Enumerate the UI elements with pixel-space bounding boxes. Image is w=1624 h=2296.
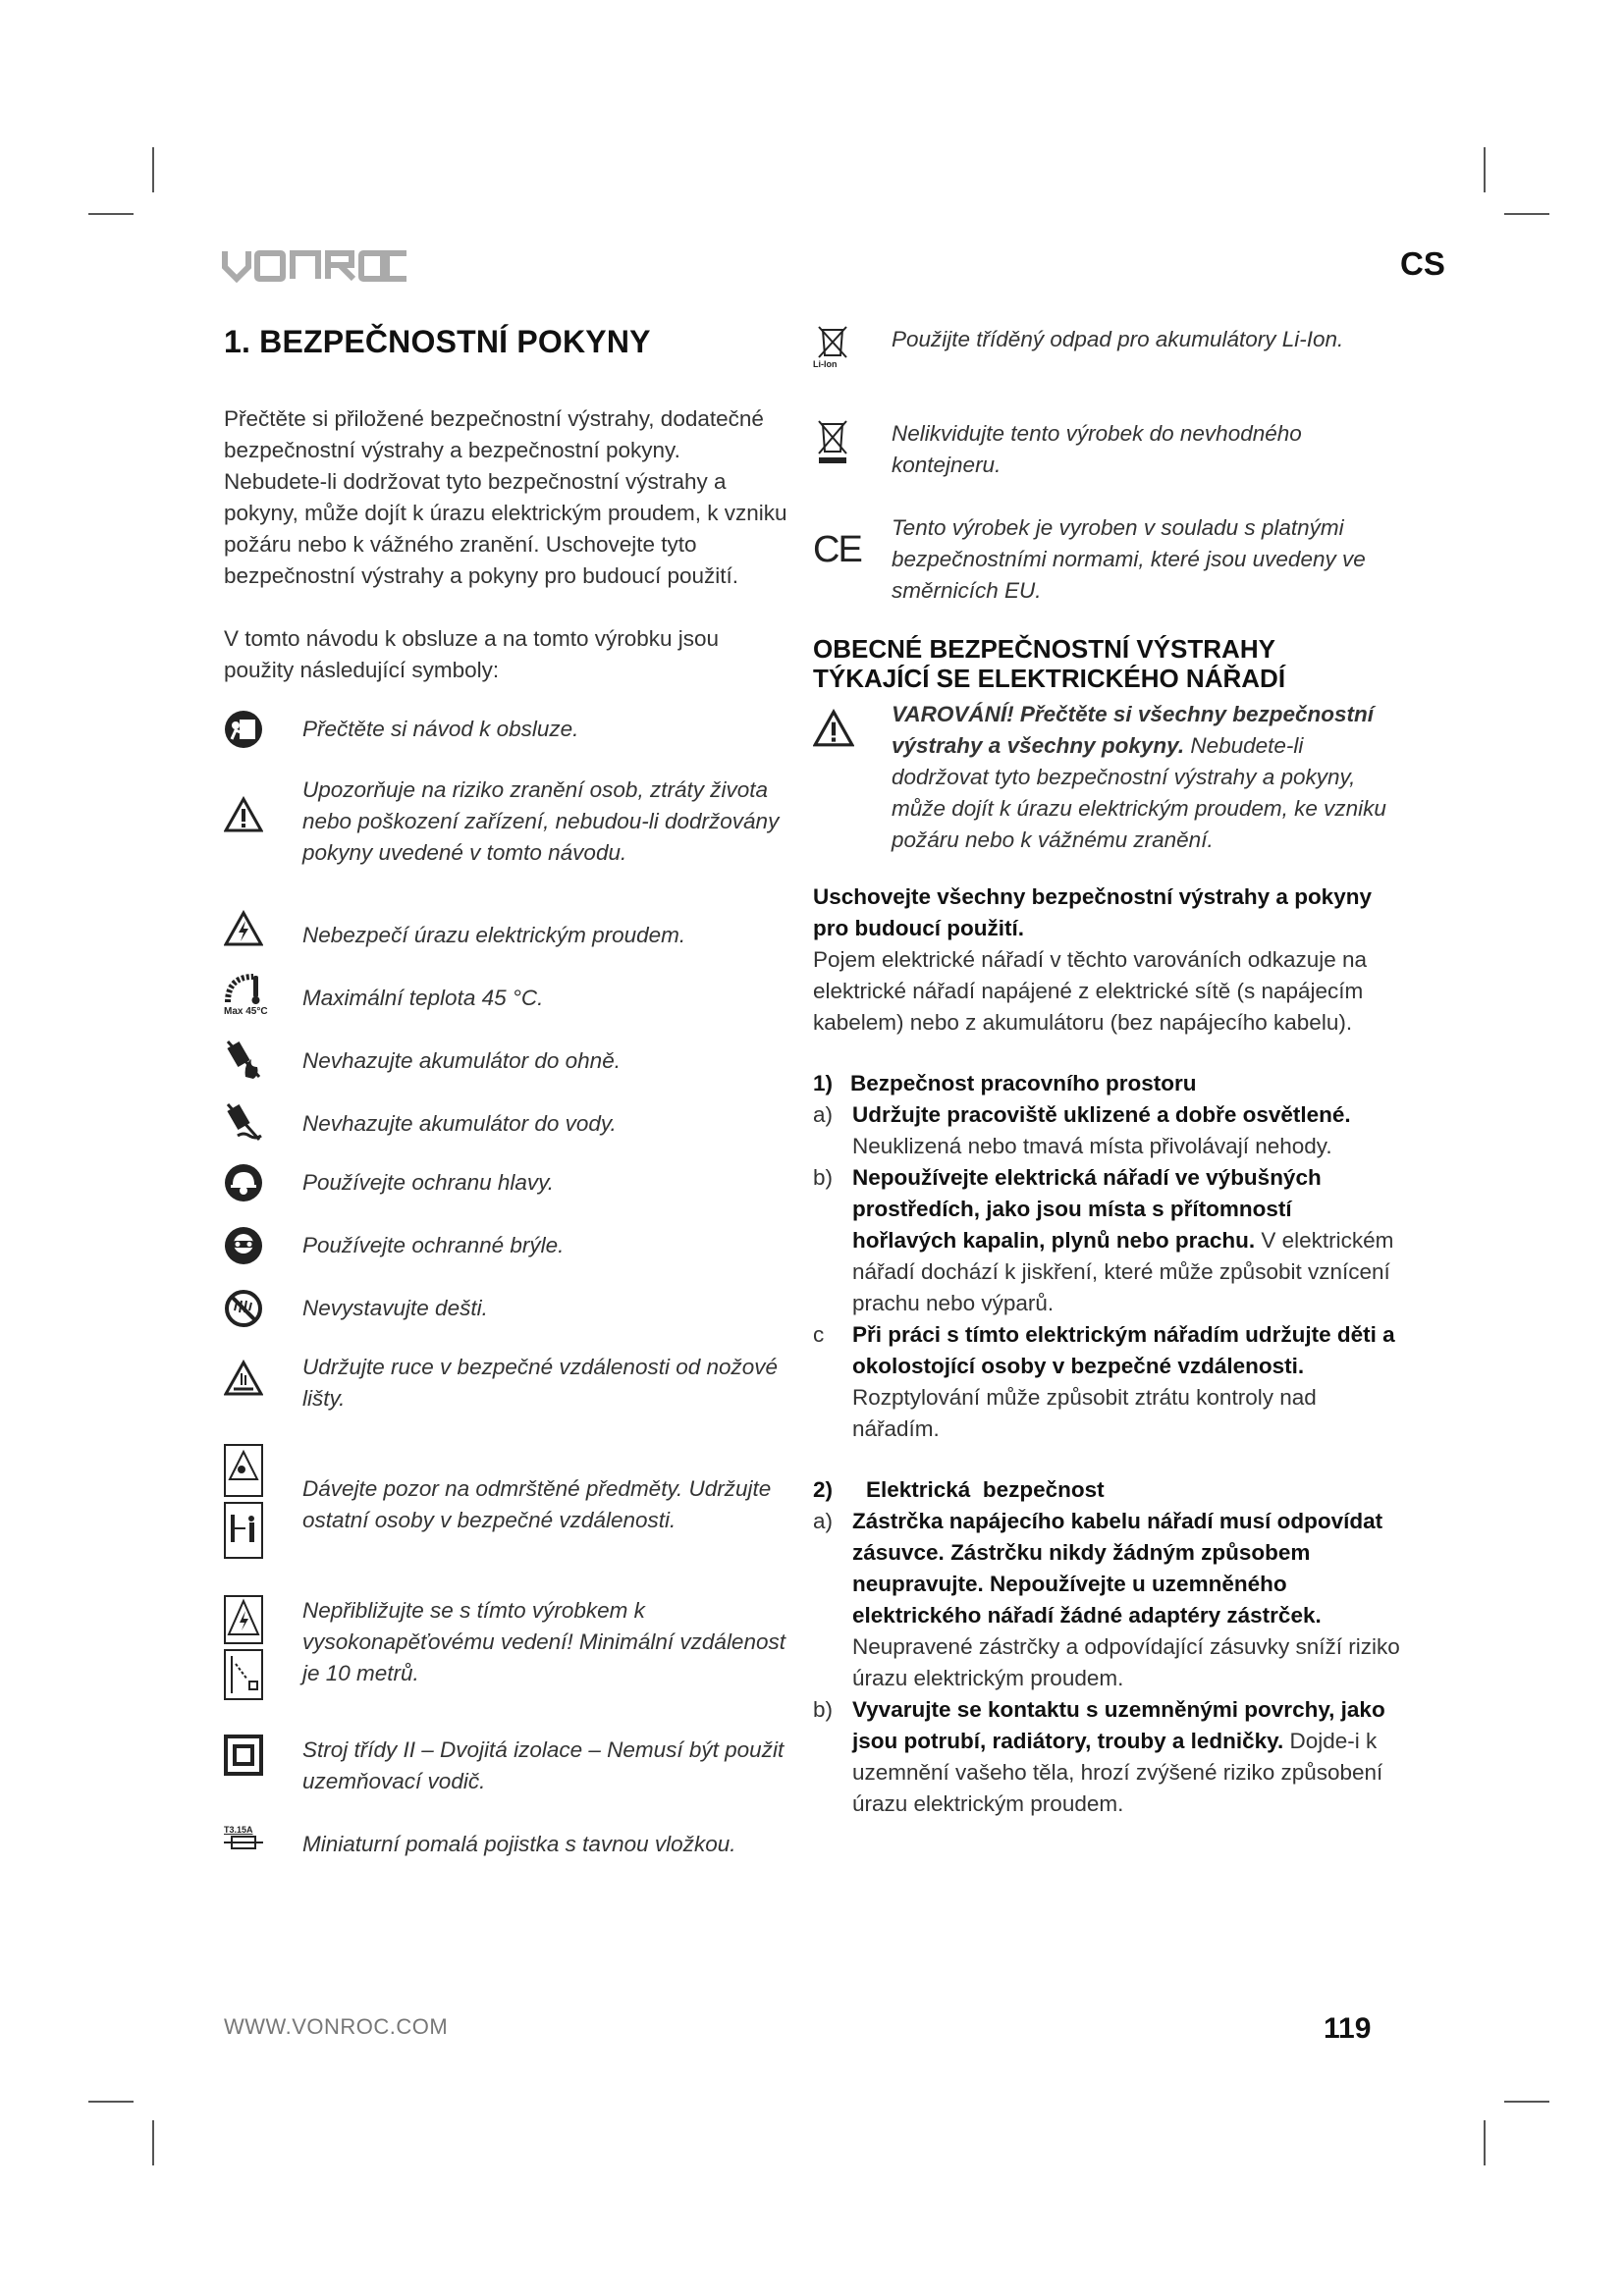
warning-triangle-icon xyxy=(813,709,854,748)
work-area-number: 1) xyxy=(813,1071,834,1095)
page-number: 119 xyxy=(1324,2012,1372,2045)
symbol-row xyxy=(224,1735,788,1825)
symbol-text: Upozorňuje na riziko zranění osob, ztráty života nebo poškození zařízení, nebudou-li dodržovány pokyny uvedené v tomto návodu. xyxy=(302,777,780,865)
list-item: a) Zástrčka napájecího kabelu nářadí musí odpovídat zásuvce. Zástrčku nikdy žádným způsobem neupravujte. Nepoužívejte u uzemněného elektrického nářadí žádné adaptéry zástrček. Neupravené zástrčky a odpovídající zásuvky sníží riziko úrazu elektrickým proudem. xyxy=(813,1509,1400,1690)
list-item: a) Udržujte pracoviště uklizené a dobře osvětlené. Neuklizená nebo tmavá místa přivolávají nehody. xyxy=(813,1102,1351,1158)
section-title: 1. BEZPEČNOSTNÍ POKYNY xyxy=(224,324,651,359)
electrical-heading xyxy=(813,1474,1402,1506)
symbol-row xyxy=(224,1444,788,1595)
symbol-row xyxy=(224,1226,788,1289)
symbol-row xyxy=(224,1825,788,1868)
symbol-text: Nevhazujte akumulátor do vody. xyxy=(302,1111,617,1136)
symbol-row xyxy=(224,774,788,916)
footer-url: WWW.VONROC.COM xyxy=(224,2014,449,2039)
symbol-row xyxy=(224,1163,788,1226)
brand-logo xyxy=(222,247,408,283)
warning-bold: VAROVÁNÍ! Přečtěte si všechny bezpečnostní výstrahy a všechny pokyny. xyxy=(892,702,1374,758)
max-temperature-label: Max 45°C xyxy=(224,1006,268,1017)
crop-mark xyxy=(1504,213,1549,215)
general-warnings-title: OBECNÉ BEZPEČNOSTNÍ VÝSTRAHY TÝKAJÍCÍ SE ELEKTRICKÉHO NÁŘADÍ xyxy=(813,634,1286,693)
list-item: c Při práci s tímto elektrickým nářadím udržujte děti a okolostojící osoby v bezpečné vzdálenosti. Rozptylování může způsobit ztrátu kontroly nad nářadím. xyxy=(813,1322,1395,1441)
ce-mark-icon: CE xyxy=(813,529,861,570)
crossed-bin-icon xyxy=(813,418,852,465)
thrown-objects-icon xyxy=(224,1444,263,1560)
symbol-text: Dávejte pozor na odmrštěné předměty. Udržujte ostatní osoby v bezpečné vzdálenosti. xyxy=(302,1476,772,1532)
list-item: b) Nepoužívejte elektrická nářadí ve výbušných prostředích, jako jsou místa s přítomností hořlavých kapalin, plynů nebo prachu. V elektrickém nářadí dochází k jiskření, které může způsobit vznícení prachu nebo výparů. xyxy=(813,1165,1394,1315)
li-ion-recycle-icon xyxy=(813,324,872,359)
crop-mark xyxy=(88,2101,134,2103)
crop-mark xyxy=(1504,2101,1549,2103)
symbol-text: Miniaturní pomalá pojistka s tavnou vložkou. xyxy=(302,1832,736,1856)
symbol-row xyxy=(224,916,788,973)
warning-text: Nebudete-li dodržovat tyto bezpečnostní výstrahy a pokyny, může dojít k úrazu elektrickým proudem, ke vzniku požáru nebo k vážnému zranění. xyxy=(892,733,1386,852)
electric-shock-icon xyxy=(224,910,263,947)
max-temperature-icon xyxy=(224,973,283,1006)
symbol-text: Používejte ochranu hlavy. xyxy=(302,1170,554,1195)
symbol-row xyxy=(224,1100,788,1163)
symbol-row xyxy=(813,418,1402,512)
intro-paragraph: Přečtěte si přiložené bezpečnostní výstrahy, dodatečné bezpečnostní výstrahy a bezpečnostní pokyny. Nebudete-li dodržovat tyto bezpečnostní výstrahy a pokyny, může dojít k úrazu elektrickým proudem, k vzniku požáru nebo k vážného zranění. Uschovejte tyto bezpečnostní výstrahy a pokyny pro budoucí použití. xyxy=(224,406,787,588)
work-area-heading xyxy=(813,1068,1402,1099)
symbol-row xyxy=(224,1595,788,1735)
eye-protection-icon xyxy=(224,1226,263,1265)
read-manual-icon xyxy=(224,710,263,749)
symbol-text: Nebezpečí úrazu elektrickým proudem. xyxy=(302,923,686,947)
language-code: CS xyxy=(1400,245,1445,282)
keep-instructions: Uschovejte všechny bezpečnostní výstrahy a pokyny pro budoucí použití. xyxy=(813,884,1372,940)
symbol-row xyxy=(813,512,1402,634)
list-item: b) Vyvarujte se kontaktu s uzemněnými povrchy, jako jsou potrubí, radiátory, trouby a ledničky. Dojde-i k uzemnění vašeho těla, hrozí zvýšené riziko způsobení úrazu elektrickým proudem. xyxy=(813,1697,1385,1816)
warning-triangle-icon xyxy=(224,796,263,833)
crop-mark xyxy=(152,2120,154,2165)
symbol-text: Používejte ochranné brýle. xyxy=(302,1233,565,1257)
definition-paragraph: Pojem elektrické nářadí v těchto varováních odkazuje na elektrické nářadí napájené z elektrické sítě (s napájecím kabelem) nebo z akumulátoru (bez napájecího kabelu). xyxy=(813,947,1368,1035)
fuse-icon xyxy=(224,1835,283,1850)
no-water-battery-icon xyxy=(224,1100,263,1144)
symbol-text: Nevystavujte dešti. xyxy=(302,1296,488,1320)
warning-block xyxy=(813,699,1402,881)
symbol-text: Nevhazujte akumulátor do ohně. xyxy=(302,1048,621,1073)
symbol-row xyxy=(224,1038,788,1100)
power-lines-icon xyxy=(224,1595,263,1701)
double-insulation-icon xyxy=(224,1735,263,1776)
right-column xyxy=(813,324,1402,1820)
symbol-row xyxy=(224,1289,788,1352)
symbol-row xyxy=(813,324,1402,418)
no-fire-battery-icon xyxy=(224,1038,263,1081)
crop-mark xyxy=(1484,2120,1486,2165)
symbols-intro: V tomto návodu k obsluze a na tomto výrobku jsou použity následující symboly: xyxy=(224,626,720,682)
symbol-row xyxy=(224,710,788,774)
no-rain-icon xyxy=(224,1289,263,1328)
symbol-text: Stroj třídy II – Dvojitá izolace – Nemusí být použit uzemňovací vodič. xyxy=(302,1737,785,1793)
symbol-text: Přečtěte si návod k obsluze. xyxy=(302,717,579,741)
symbol-row xyxy=(224,973,788,1038)
hands-away-blade-icon xyxy=(224,1360,263,1397)
electrical-title: Elektrická bezpečnost xyxy=(866,1477,1105,1502)
crop-mark xyxy=(88,213,134,215)
work-area-title: Bezpečnost pracovního prostoru xyxy=(850,1071,1197,1095)
warning-text-block xyxy=(872,699,1402,856)
symbol-row xyxy=(224,1352,788,1444)
symbol-text: Maximální teplota 45 °C. xyxy=(302,986,544,1010)
symbol-text: Použijte tříděný odpad pro akumulátory Li-Ion. xyxy=(892,327,1344,351)
crop-mark xyxy=(1484,147,1486,192)
symbol-text: Nelikvidujte tento výrobek do nevhodného kontejneru. xyxy=(892,421,1302,477)
crop-mark xyxy=(152,147,154,192)
fuse-label: T3.15A xyxy=(224,1825,253,1835)
symbol-text: Nepřibližujte se s tímto výrobkem k vysokonapěťovému vedení! Minimální vzdálenost je 10 metrů. xyxy=(302,1598,785,1685)
electrical-number: 2) xyxy=(813,1477,834,1502)
head-protection-icon xyxy=(224,1163,263,1202)
left-column xyxy=(224,324,788,1868)
symbol-text: Tento výrobek je vyroben v souladu s platnými bezpečnostními normami, které jsou uvedeny ve směrnicích EU. xyxy=(892,515,1366,603)
symbol-text: Udržujte ruce v bezpečné vzdálenosti od nožové lišty. xyxy=(302,1355,779,1411)
li-ion-label: Li-Ion xyxy=(813,359,838,369)
